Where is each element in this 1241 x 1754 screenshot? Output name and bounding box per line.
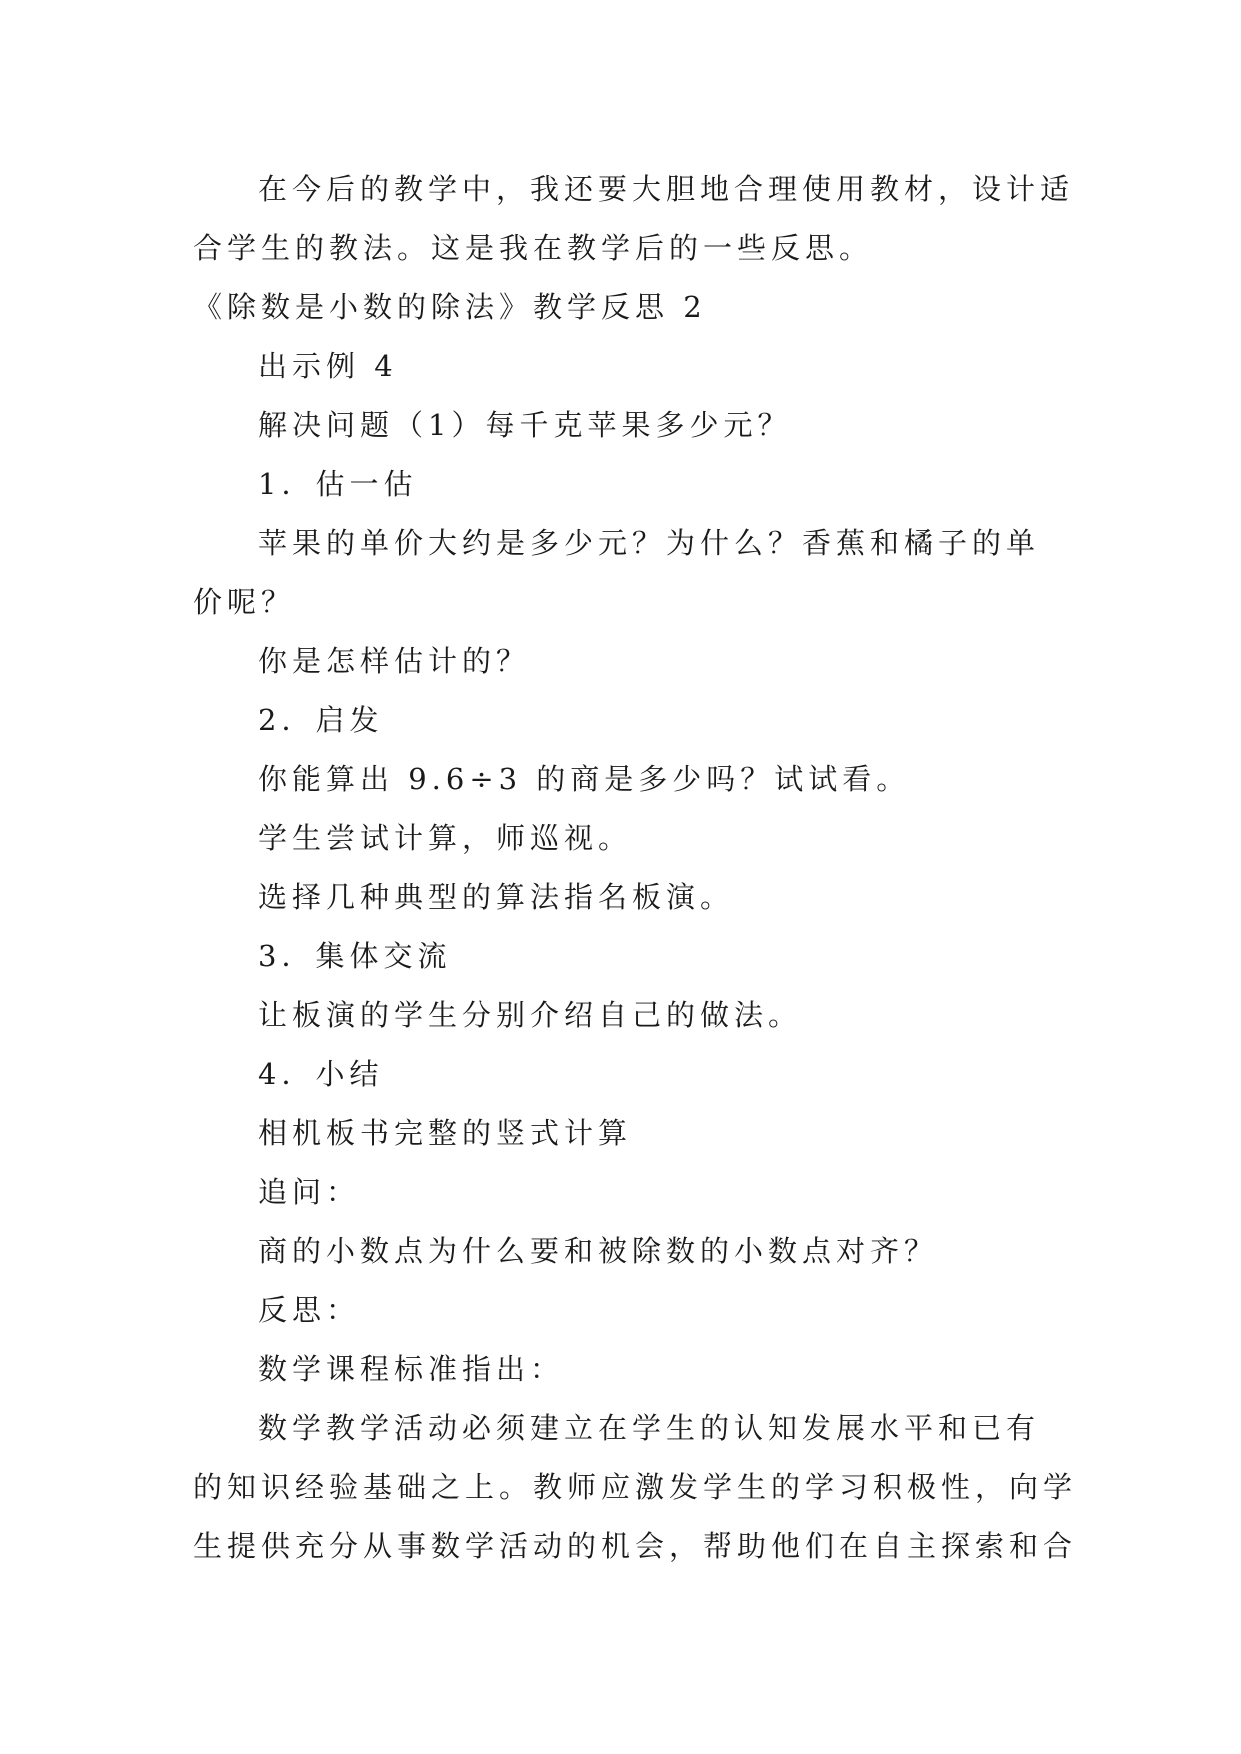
document-body <box>193 160 1078 1576</box>
paragraph-line: 在今后的教学中，我还要大胆地合理使用教材，设计适 <box>258 172 1075 206</box>
paragraph-line: 价呢？ <box>193 585 296 619</box>
paragraph-line: 你是怎样估计的？ <box>258 644 531 678</box>
paragraph-line: 相机板书完整的竖式计算 <box>258 1116 633 1150</box>
paragraph-line: 的知识经验基础之上。教师应激发学生的学习积极性，向学 <box>193 1470 1078 1504</box>
paragraph-line: 让板演的学生分别介绍自己的做法。 <box>258 998 803 1032</box>
paragraph-line: 追问： <box>258 1175 361 1209</box>
paragraph-line: 你能算出 9.6÷3 的商是多少吗？试试看。 <box>258 762 911 796</box>
paragraph-line: 数学教学活动必须建立在学生的认知发展水平和已有 <box>258 1411 1041 1445</box>
paragraph-line: 选择几种典型的算法指名板演。 <box>258 880 735 914</box>
paragraph-line: 反思： <box>258 1293 361 1327</box>
paragraph-line: 生提供充分从事数学活动的机会，帮助他们在自主探索和合 <box>193 1529 1078 1563</box>
step-heading: 3．集体交流 <box>258 939 452 973</box>
paragraph-line: 出示例 4 <box>258 349 398 383</box>
paragraph-line: 合学生的教法。这是我在教学后的一些反思。 <box>193 231 874 265</box>
paragraph-line: 解决问题（1）每千克苹果多少元？ <box>258 408 792 442</box>
section-heading: 《除数是小数的除法》教学反思 2 <box>193 290 707 324</box>
step-heading: 1．估一估 <box>258 467 418 501</box>
paragraph-line: 商的小数点为什么要和被除数的小数点对齐？ <box>258 1234 939 1268</box>
paragraph-line: 学生尝试计算，师巡视。 <box>258 821 633 855</box>
paragraph-line: 数学课程标准指出： <box>258 1352 565 1386</box>
step-heading: 2．启发 <box>258 703 384 737</box>
paragraph-line: 苹果的单价大约是多少元？为什么？香蕉和橘子的单 <box>258 526 1041 560</box>
step-heading: 4．小结 <box>258 1057 384 1091</box>
